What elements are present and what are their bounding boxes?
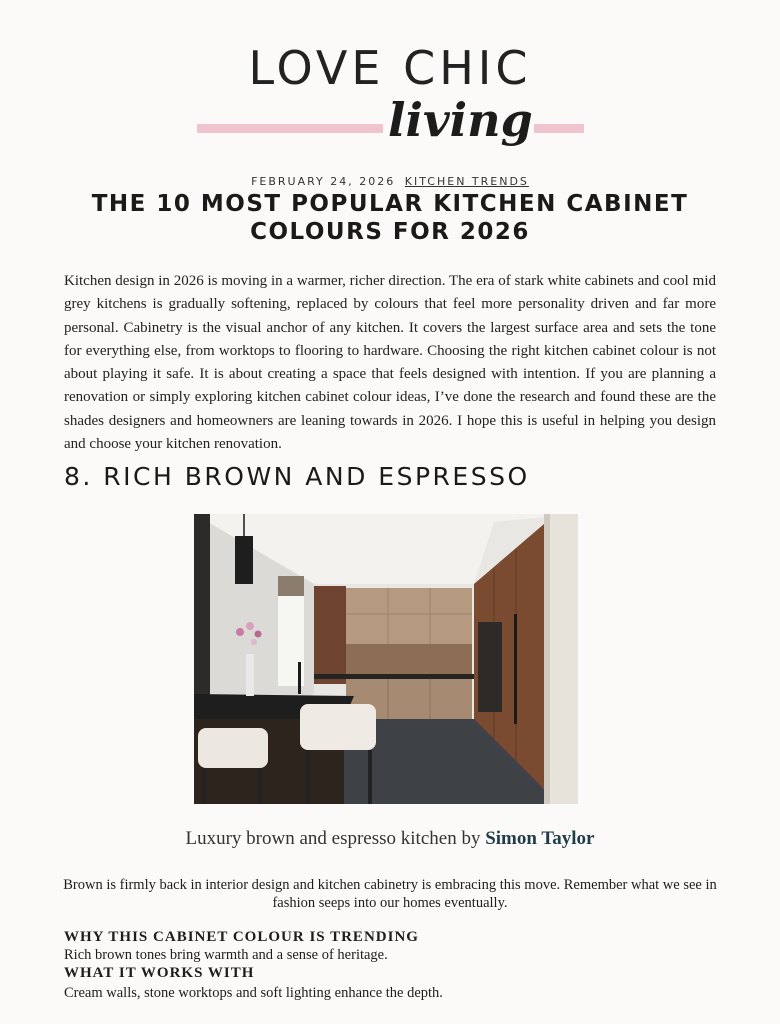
section-description: Brown is firmly back in interior design and kitchen cabinetry is embracing this move. Remember what we see in fashion seeps into our homes eventually. [63,877,717,911]
category-link[interactable]: KITCHEN TRENDS [404,175,529,188]
title-line-1: THE 10 MOST POPULAR KITCHEN CABINET [91,191,689,217]
caption-credit-link[interactable]: Simon Taylor [485,828,595,849]
why-text: Rich brown tones bring warmth and a sense of heritage. [64,947,388,963]
caption-text: Luxury brown and espresso kitchen by [185,828,486,849]
article-meta [0,175,780,188]
kitchen-photo [194,514,578,804]
works-text: Cream walls, stone worktops and soft lighting enhance the depth. [64,985,443,1001]
section-heading: 8. RICH BROWN AND ESPRESSO [64,462,530,491]
article-date: FEBRUARY 24, 2026 [251,175,396,188]
article-title [60,190,720,246]
photo-caption [0,828,780,850]
why-heading: WHY THIS CABINET COLOUR IS TRENDING [64,929,419,945]
logo-wordmark: LOVE CHIC [248,41,532,95]
logo-bar-right [534,124,584,133]
logo-bar-left [197,124,383,133]
works-heading: WHAT IT WORKS WITH [64,965,255,981]
logo-script: living [388,93,533,147]
intro-paragraph: Kitchen design in 2026 is moving in a warmer, richer direction. The era of stark white cabinets and cool mid grey kitchens is gradually softening, replaced by colours that feel more personality driven and far more personal. Cabinetry is the visual anchor of any kitchen. It covers the largest surface area and sets the tone for everything else, from worktops to flooring to hardware. Choosing the right kitchen cabinet colour is not about playing it safe. It is about creating a space that feels designed with intention. If you are planning a renovation or simply exploring kitchen cabinet colour ideas, I’ve done the research and found these are the shades designers and homeowners are leaning towards in 2026. I hope this is useful in helping you design and choose your kitchen renovation. [64,273,716,453]
title-line-2: COLOURS FOR 2026 [250,219,530,245]
